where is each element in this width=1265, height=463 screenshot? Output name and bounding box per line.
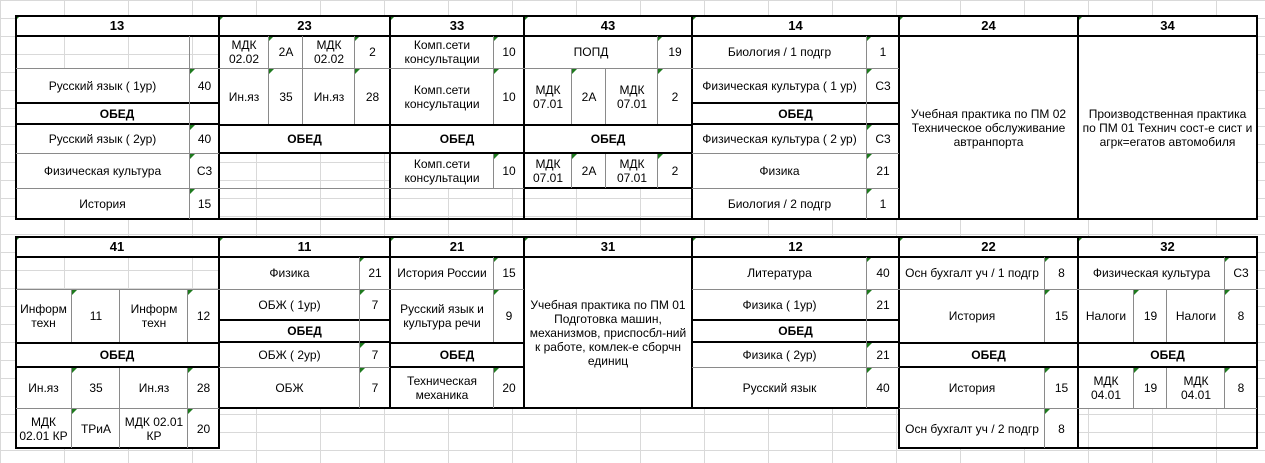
room-cell: 20 — [494, 368, 524, 408]
group-header: 13 — [15, 16, 219, 35]
subject-cell: Биология / 1 подгр — [692, 36, 867, 68]
room-cell: 19 — [658, 36, 692, 68]
subject-cell: Налоги — [1167, 290, 1225, 342]
practice-cell: Учебная практика по ПМ 02 Техническое обслуживание автранпорта — [899, 36, 1078, 219]
lunch-break: ОБЕД — [219, 125, 390, 153]
subject-cell: МДК 04.01 — [1078, 368, 1134, 408]
group-header: 41 — [15, 237, 219, 256]
group-header: 33 — [390, 16, 524, 35]
group-header: 14 — [692, 16, 899, 35]
subject-cell: Литература — [692, 257, 867, 289]
subject-cell: МДК 02.02 — [219, 36, 269, 68]
group-header: 43 — [524, 16, 692, 35]
subject-cell: Комп.сети консультации — [390, 154, 494, 188]
subject-cell: Информ техн — [120, 290, 188, 342]
subject-cell: Ин.яз — [219, 69, 269, 124]
room-cell: 19 — [1134, 290, 1167, 342]
room-cell: 11 — [72, 290, 120, 342]
room-cell: 10 — [494, 154, 524, 188]
subject-cell: Информ техн — [15, 290, 72, 342]
room-cell: 21 — [867, 290, 899, 319]
group-header: 24 — [899, 16, 1078, 35]
subject-cell: Комп.сети консультации — [390, 36, 494, 68]
subject-cell: Физика ( 1ур) — [692, 290, 867, 319]
room-cell: 15 — [190, 189, 219, 219]
room-cell: 2 — [658, 154, 692, 188]
subject-cell: ПОПД — [524, 36, 658, 68]
subject-cell: Физика — [692, 154, 867, 188]
lunch-break: ОБЕД — [390, 344, 524, 366]
lunch-break: ОБЕД — [524, 125, 692, 153]
subject-cell: Физика — [219, 257, 360, 289]
practice-cell: Производственная практика по ПМ 01 Технич сост-е сист и агрк=егатов автомобиля — [1078, 36, 1257, 219]
room-cell: 7 — [360, 290, 390, 319]
room-cell: 15 — [1045, 290, 1078, 342]
group-header: 22 — [899, 237, 1078, 256]
lunch-break: ОБЕД — [15, 103, 219, 124]
lunch-break: ОБЕД — [390, 125, 524, 153]
room-cell: 2А — [572, 69, 606, 124]
subject-cell: Русский язык — [692, 368, 867, 408]
room-cell: 40 — [867, 257, 899, 289]
subject-cell: Русский язык ( 2ур) — [15, 125, 190, 153]
subject-cell: Техническая механика — [390, 368, 494, 408]
room-cell: 15 — [1045, 368, 1078, 408]
room-cell: 9 — [494, 290, 524, 342]
room-cell: 2А — [269, 36, 303, 68]
room-cell: 8 — [1225, 290, 1257, 342]
room-cell: 12 — [188, 290, 219, 342]
subject-cell: Физика ( 2ур) — [692, 343, 867, 367]
room-cell: С3 — [190, 154, 219, 188]
group-header: 21 — [390, 237, 524, 256]
subject-cell: МДК 04.01 — [1167, 368, 1225, 408]
room-cell: 19 — [1134, 368, 1167, 408]
subject-cell: Физическая культура ( 2 ур) — [692, 125, 867, 153]
room-cell: 10 — [494, 36, 524, 68]
subject-cell: МДК 07.01 — [606, 154, 658, 188]
group-header: 34 — [1078, 16, 1257, 35]
group-header: 32 — [1078, 237, 1257, 256]
subject-cell: МДК 07.01 — [606, 69, 658, 124]
subject-cell: Комп.сети консультации — [390, 69, 494, 124]
room-cell: С3 — [867, 125, 899, 153]
lunch-break: ОБЕД — [15, 344, 219, 366]
subject-cell: МДК 07.01 — [524, 69, 572, 124]
subject-cell: Налоги — [1078, 290, 1134, 342]
room-cell: 8 — [1045, 257, 1078, 289]
subject-cell: Ин.яз — [15, 368, 72, 408]
subject-cell: ОБЖ — [219, 368, 360, 408]
group-header: 23 — [219, 16, 390, 35]
room-cell: 21 — [867, 343, 899, 367]
subject-cell: Ин.яз — [120, 368, 188, 408]
subject-cell: МДК 02.01 КР — [120, 409, 188, 449]
room-cell: 28 — [355, 69, 390, 124]
subject-cell: Физическая культура ( 1 ур) — [692, 69, 867, 102]
room-cell: 10 — [494, 69, 524, 124]
room-cell: 20 — [188, 409, 219, 449]
subject-cell: Осн бухгалт уч / 1 подгр — [899, 257, 1045, 289]
subject-cell: Русский язык ( 1ур) — [15, 69, 190, 102]
room-cell: С3 — [867, 69, 899, 102]
subject-cell: История — [899, 290, 1045, 342]
group-header: 12 — [692, 237, 899, 256]
subject-cell: ОБЖ ( 2ур) — [219, 343, 360, 367]
room-cell: 35 — [269, 69, 303, 124]
subject-cell: МДК 07.01 — [524, 154, 572, 188]
lunch-break: ОБЕД — [1078, 344, 1257, 366]
subject-cell: История — [899, 368, 1045, 408]
room-cell: 2 — [355, 36, 390, 68]
group-header: 31 — [524, 237, 692, 256]
subject-cell: Осн бухгалт уч / 2 подгр — [899, 409, 1045, 449]
lunch-break: ОБЕД — [899, 344, 1078, 366]
subject-cell: Русский язык и культура речи — [390, 290, 494, 342]
subject-cell: История — [15, 189, 190, 219]
room-cell: С3 — [1225, 257, 1257, 289]
subject-cell: Ин.яз — [303, 69, 355, 124]
room-cell: 8 — [1045, 409, 1078, 449]
subject-cell: ОБЖ ( 1ур) — [219, 290, 360, 319]
room-cell: 28 — [188, 368, 219, 408]
room-cell: 21 — [360, 257, 390, 289]
room-cell: 2 — [658, 69, 692, 124]
room-cell: 2А — [572, 154, 606, 188]
room-cell: 7 — [360, 368, 390, 408]
room-cell: 8 — [1225, 368, 1257, 408]
room-cell: ТРиА — [72, 409, 120, 449]
room-cell: 7 — [360, 343, 390, 367]
room-cell: 40 — [190, 125, 219, 153]
subject-cell: Физическая культура — [1078, 257, 1225, 289]
room-cell: 40 — [867, 368, 899, 408]
subject-cell: МДК 02.01 КР — [15, 409, 72, 449]
room-cell: 35 — [72, 368, 120, 408]
practice-cell: Учебная практика по ПМ 01 Подготовка машин, механизмов, приспосбл-ний к работе, комлек-е сборчн единиц — [524, 257, 692, 408]
room-cell: 1 — [867, 189, 899, 219]
lunch-break: ОБЕД — [219, 321, 390, 341]
subject-cell: Биология / 2 подгр — [692, 189, 867, 219]
room-cell: 1 — [867, 36, 899, 68]
lunch-break: ОБЕД — [692, 103, 899, 124]
group-header: 11 — [219, 237, 390, 256]
room-cell: 40 — [190, 69, 219, 102]
room-cell: 21 — [867, 154, 899, 188]
subject-cell: Физическая культура — [15, 154, 190, 188]
subject-cell: История России — [390, 257, 494, 289]
room-cell: 15 — [494, 257, 524, 289]
lunch-break: ОБЕД — [692, 321, 899, 341]
subject-cell: МДК 02.02 — [303, 36, 355, 68]
